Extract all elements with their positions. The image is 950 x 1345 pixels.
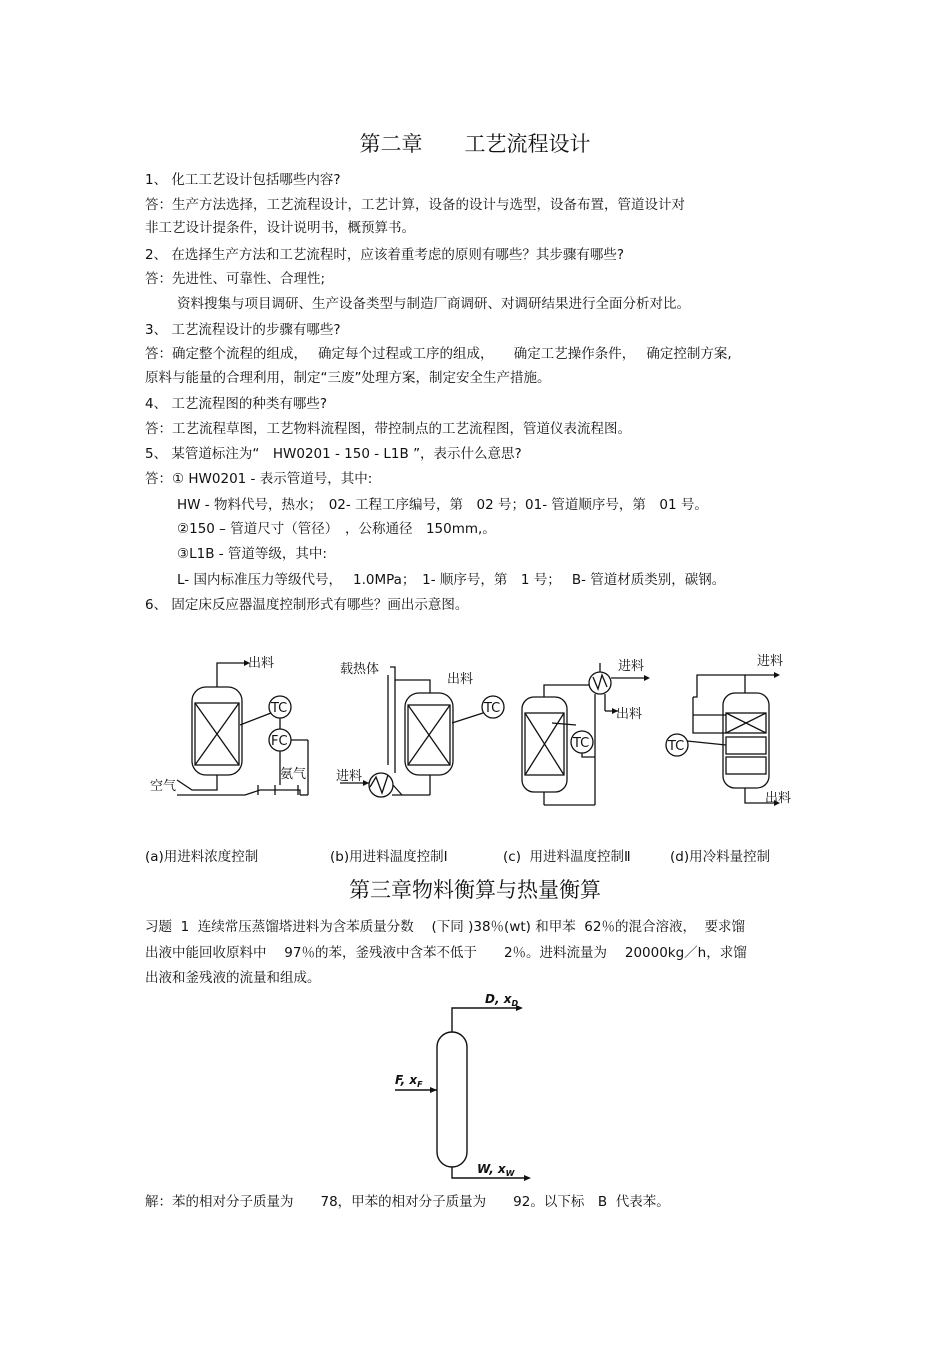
column-feed-subscript: F	[417, 1080, 423, 1089]
question-5: 5、 某管道标注为“ HW0201 - 150 - L1B ”，表示什么意思?	[145, 446, 522, 462]
caption-b: (b)用进料温度控制Ⅰ	[330, 849, 448, 865]
svg-text:F, xF	[395, 1073, 423, 1089]
caption-a: (a)用进料浓度控制	[145, 849, 259, 865]
exercise-1-line-3: 出液和釜残液的流量和组成。	[145, 970, 321, 986]
answer-1-line-2: 非工艺设计提条件，设计说明书，概预算书。	[145, 220, 415, 236]
answer-3-line-1: 答：确定整个流程的组成， 确定每个过程或工序的组成， 确定工艺操作条件， 确定控制方案,	[145, 346, 732, 362]
fig-c-out-label: 出料	[616, 707, 643, 722]
fig-a-air-label: 空气	[150, 779, 177, 794]
chapter-3-title: 第三章物料衡算与热量衡算	[349, 878, 601, 902]
fig-c-tc-label: TC	[573, 736, 590, 751]
solution-line: 解：苯的相对分子质量为 78，甲苯的相对分子质量为 92。以下标 B 代表苯。	[145, 1194, 670, 1210]
fig-d-out-label: 出料	[765, 791, 792, 806]
question-2: 2、 在选择生产方法和工艺流程时，应该着重考虑的原则有哪些？其步骤有哪些?	[145, 247, 625, 263]
column-feed-label: F, x	[395, 1073, 418, 1087]
question-6: 6、 固定床反应器温度控制形式有哪些？画出示意图。	[145, 597, 469, 613]
answer-2-line-2: 资料搜集与项目调研、生产设备类型与制造厂商调研、对调研结果进行全面分析对比。	[177, 296, 690, 312]
fig-b-carrier-label: 载热体	[340, 662, 380, 677]
distillation-column-figure	[385, 990, 545, 1185]
answer-1-line-1: 答：生产方法选择，工艺流程设计，工艺计算，设备的设计与选型，设备布置，管道设计对	[145, 197, 685, 213]
caption-d: (d)用冷料量控制	[670, 849, 771, 865]
answer-5-line-5: L- 国内标准压力等级代号， 1.0MPa； 1- 顺序号，第 1 号； B- 管道材质类别，碳钢。	[177, 572, 726, 588]
fig-b-out-label: 出料	[447, 672, 474, 687]
fig-b-tc-label: TC	[484, 701, 501, 716]
fig-d-feed-label: 进料	[757, 654, 784, 669]
answer-5-line-2: HW - 物料代号，热水； 02- 工程工序编号，第 02 号；01- 管道顺序号，第 01 号。	[177, 497, 708, 513]
fig-c-feed-label: 进料	[618, 659, 645, 674]
question-4: 4、 工艺流程图的种类有哪些?	[145, 396, 328, 412]
question-1: 1、 化工工艺设计包括哪些内容?	[145, 172, 341, 188]
column-bottom-label: W, x	[477, 1162, 506, 1176]
answer-5-line-3: ②150 – 管道尺寸（管径） ，公称通径 150mm,。	[177, 521, 496, 537]
answer-4: 答：工艺流程草图，工艺物料流程图，带控制点的工艺流程图，管道仪表流程图。	[145, 421, 631, 437]
fig-b-feed-label: 进料	[336, 769, 363, 784]
fig-a-ammonia-label: 氨气	[280, 767, 307, 782]
column-top-label: D, x	[485, 992, 512, 1006]
fig-a-out-label: 出料	[248, 656, 275, 671]
fig-d-tc-label: TC	[668, 739, 685, 754]
exercise-1-line-2: 出液中能回收原料中 97％的苯，釜残液中含苯不低于 2％。进料流量为 20000kg／h，求馏	[145, 945, 747, 961]
column-top-subscript: D	[511, 999, 519, 1008]
question-3: 3、 工艺流程设计的步骤有哪些?	[145, 322, 341, 338]
svg-text:W, xW	[477, 1162, 516, 1178]
reactor-control-figure	[140, 645, 810, 840]
answer-5-line-1: 答：① HW0201 - 表示管道号，其中:	[145, 471, 373, 487]
caption-c: (c) 用进料温度控制Ⅱ	[503, 849, 631, 865]
fig-a-tc-label: TC	[271, 701, 288, 716]
answer-2-line-1: 答：先进性、可靠性、合理性;	[145, 271, 326, 287]
exercise-1-line-1: 习题 1 连续常压蒸馏塔进料为含苯质量分数 (下同 )38％(wt) 和甲苯 62％的混合溶液， 要求馏	[145, 919, 746, 935]
answer-3-line-2: 原料与能量的合理利用，制定“三废”处理方案，制定安全生产措施。	[145, 370, 551, 386]
svg-text:D, xD	[485, 992, 518, 1008]
column-bottom-subscript: W	[505, 1169, 515, 1178]
fig-a-fc-label: FC	[271, 734, 288, 749]
answer-5-line-4: ③L1B - 管道等级，其中:	[177, 546, 327, 562]
chapter-2-title: 第二章 工艺流程设计	[359, 132, 591, 156]
